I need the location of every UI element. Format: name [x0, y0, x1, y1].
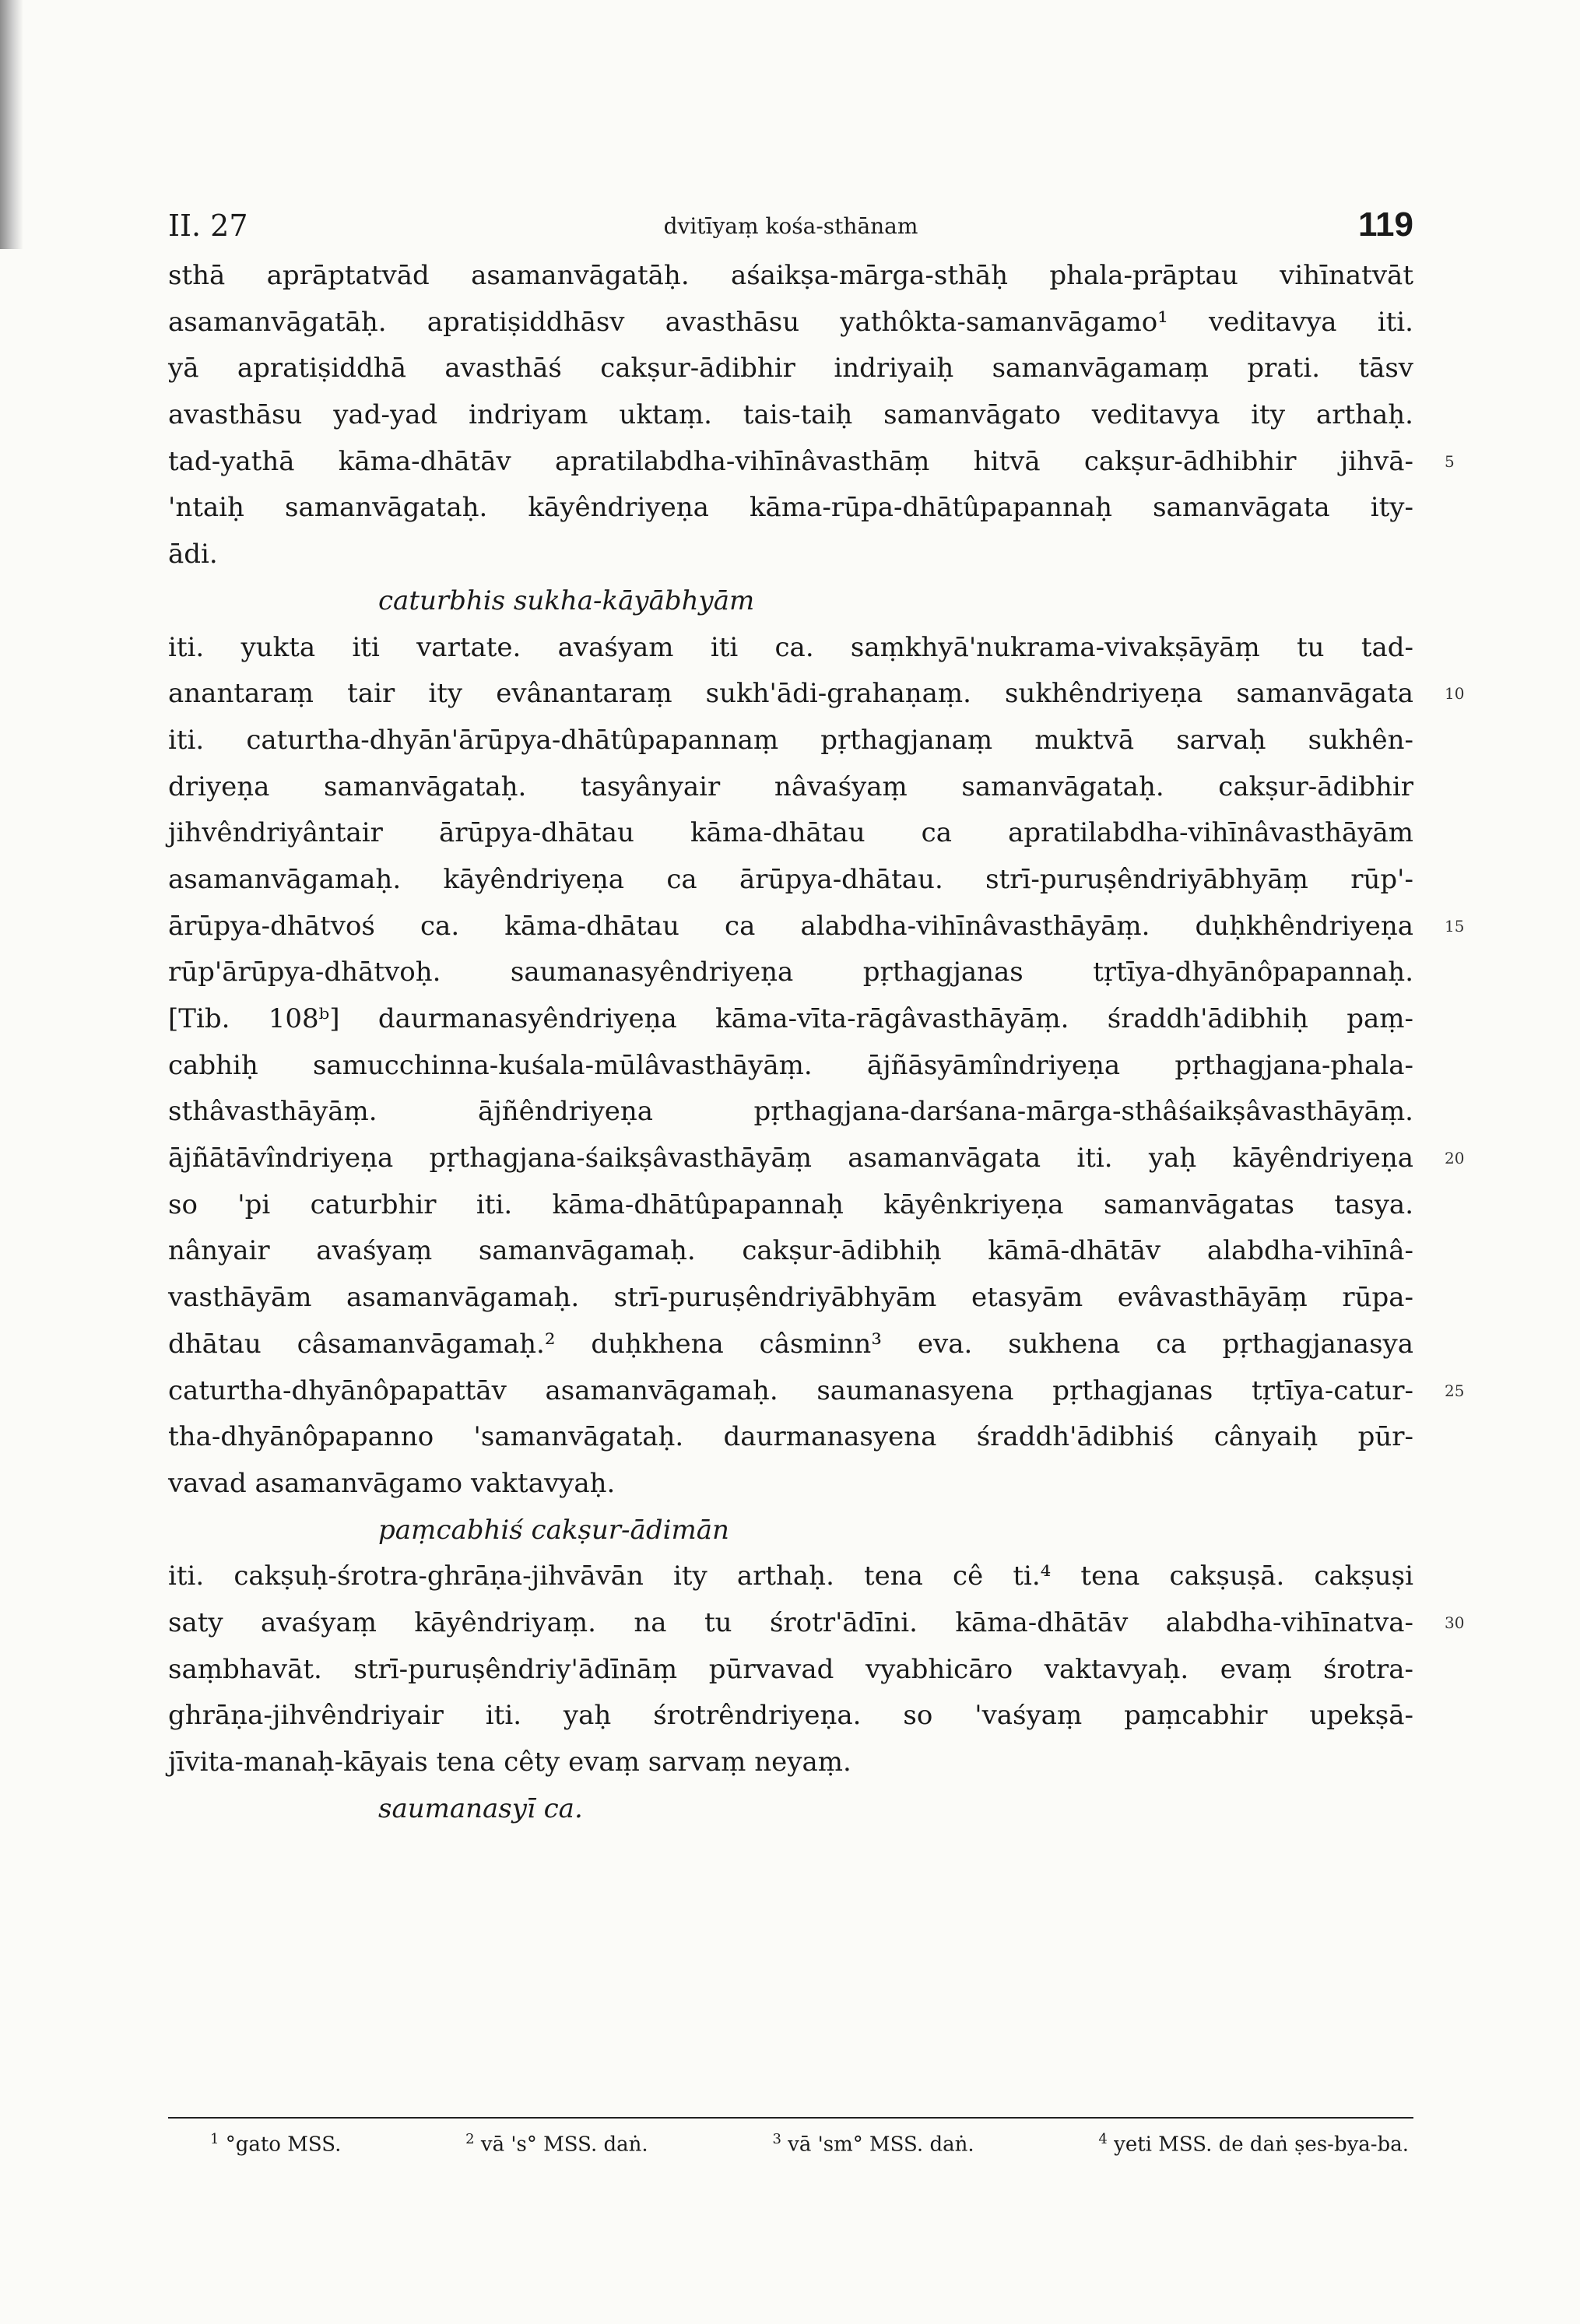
line-text: paṃcabhiś cakṣur-ādimān: [378, 1514, 729, 1546]
line-text: ādi.: [168, 539, 218, 570]
footnote-rule: [168, 2117, 1413, 2119]
line-number: 5: [1445, 451, 1455, 471]
text-line: [168, 253, 1413, 300]
text-line: [168, 810, 1413, 857]
verse-line: [168, 1786, 1413, 1833]
text-line: [168, 718, 1413, 764]
line-text: yā apratiṣiddhā avasthāś cakṣur-ādibhir indriyaiḥ samanvāgamaṃ prati. tāsv: [168, 353, 1413, 384]
line-text: jihvêndriyântair ārūpya-dhātau kāma-dhātau ca apratilabdha-vihīnâvasthāyām: [168, 817, 1413, 849]
text-line: [168, 1182, 1413, 1229]
line-text: anantaraṃ tair ity evânantaraṃ sukh'ādi-grahaṇaṃ. sukhêndriyeṇa samanvāgata: [168, 678, 1413, 710]
text-line: [168, 532, 1413, 578]
line-text: driyeṇa samanvāgataḥ. tasyânyair nâvaśyaṃ samanvāgataḥ. cakṣur-ādibhir: [168, 771, 1413, 802]
text-line: [168, 904, 1465, 950]
line-text: asamanvāgamaḥ. kāyêndriyeṇa ca ārūpya-dhātau. strī-puruṣêndriyābhyāṃ rūp'-: [168, 863, 1413, 895]
text-line: [168, 1461, 1413, 1508]
footnote-mark: 4: [1098, 2131, 1108, 2147]
line-text: jīvita-manaḥ-kāyais tena cêty evaṃ sarvaṃ neyaṃ.: [168, 1747, 851, 1778]
footnote-mark: 1: [210, 2131, 219, 2147]
footnote: [1098, 2131, 1409, 2157]
text-line: [168, 1275, 1413, 1322]
text-line: [168, 1693, 1413, 1739]
verse-line: [168, 578, 1413, 625]
text-line: [168, 300, 1413, 346]
line-text: so 'pi caturbhir iti. kāma-dhātûpapannaḥ kāyênkriyeṇa samanvāgatas tasya.: [168, 1188, 1413, 1220]
line-text: dhātau câsamanvāgamaḥ.² duḥkhena câsminn³ eva. sukhena ca pṛthagjanasya: [168, 1328, 1413, 1360]
text-line: [168, 1739, 1413, 1786]
line-text: ārūpya-dhātvoś ca. kāma-dhātau ca alabdha-vihīnâvasthāyāṃ. duḥkhêndriyeṇa: [168, 910, 1413, 942]
main-text: [168, 253, 1465, 1832]
text-line: [168, 1228, 1413, 1275]
footnote-text: vā 'sm° MSS. daṅ.: [781, 2133, 974, 2157]
text-line: [168, 1368, 1465, 1415]
line-number: 15: [1445, 916, 1465, 936]
text-line: [168, 1043, 1413, 1090]
text-line: [168, 625, 1413, 672]
text-line: [168, 1600, 1465, 1647]
text-line: [168, 346, 1413, 392]
footnote: [772, 2131, 974, 2157]
line-text: vavad asamanvāgamo vaktavyaḥ.: [168, 1467, 616, 1499]
text-line: [168, 671, 1465, 718]
line-text: saṃbhavāt. strī-puruṣêndriy'ādīnāṃ pūrvavad vyabhicāro vaktavyaḥ. evaṃ śrotra-: [168, 1653, 1413, 1685]
text-line: [168, 1414, 1413, 1461]
text-line: [168, 996, 1413, 1043]
footnote-text: vā 's° MSS. daṅ.: [474, 2133, 648, 2157]
text-line: [168, 485, 1413, 532]
footnote-text: °gato MSS.: [219, 2133, 342, 2157]
text-line: [168, 1322, 1413, 1368]
text-line: [168, 857, 1413, 904]
line-number: 20: [1445, 1149, 1465, 1168]
footnote: [210, 2131, 341, 2157]
text-line: [168, 950, 1413, 996]
line-text: caturbhis sukha-kāyābhyām: [378, 585, 755, 616]
line-text: iti. yukta iti vartate. avaśyam iti ca. saṃkhyā'nukrama-vivakṣāyāṃ tu tad-: [168, 631, 1413, 663]
running-title: dvitīyaṃ kośa-sthānam: [663, 213, 918, 239]
page-number: 119: [1358, 205, 1413, 244]
footnote-mark: 3: [772, 2131, 781, 2147]
line-text: iti. caturtha-dhyān'ārūpya-dhātûpapannaṃ pṛthagjanaṃ muktvā sarvaḥ sukhên-: [168, 724, 1413, 756]
line-text: caturtha-dhyānôpapattāv asamanvāgamaḥ. saumanasyena pṛthagjanas tṛtīya-catur-: [168, 1374, 1413, 1406]
line-text: tha-dhyānôpapanno 'samanvāgataḥ. daurmanasyena śraddh'ādibhiś cânyaiḥ pūr-: [168, 1421, 1413, 1453]
section-reference: II. 27: [168, 209, 248, 243]
footnote: [465, 2131, 648, 2157]
line-text: ājñātāvîndriyeṇa pṛthagjana-śaikṣâvasthāyāṃ asamanvāgata iti. yaḥ kāyêndriyeṇa: [168, 1143, 1413, 1174]
line-text: sthā aprāptatvād asamanvāgatāḥ. aśaikṣa-mārga-sthāḥ phala-prāptau vihīnatvāt: [168, 260, 1413, 291]
footnote-mark: 2: [465, 2131, 475, 2147]
text-line: [168, 392, 1413, 439]
text-line: [168, 439, 1455, 486]
text-line: [168, 1089, 1413, 1136]
line-text: nânyair avaśyaṃ samanvāgamaḥ. cakṣur-ādibhiḥ kāmā-dhātāv alabdha-vihīnâ-: [168, 1235, 1413, 1267]
line-text: avasthāsu yad-yad indriyam uktaṃ. tais-taiḥ samanvāgato veditavya ity arthaḥ.: [168, 399, 1413, 431]
line-text: saty avaśyaṃ kāyêndriyaṃ. na tu śrotr'ādīni. kāma-dhātāv alabdha-vihīnatva-: [168, 1606, 1413, 1638]
text-line: [168, 764, 1413, 811]
line-number: 30: [1445, 1613, 1465, 1632]
text-line: [168, 1553, 1413, 1600]
line-text: cabhiḥ samucchinna-kuśala-mūlâvasthāyāṃ. ājñāsyāmîndriyeṇa pṛthagjana-phala-: [168, 1049, 1413, 1081]
line-text: rūp'ārūpya-dhātvoḥ. saumanasyêndriyeṇa pṛthagjanas tṛtīya-dhyānôpapannaḥ.: [168, 957, 1413, 988]
line-text: tad-yathā kāma-dhātāv apratilabdha-vihīnâvasthāṃ hitvā cakṣur-ādhibhir jihvā-: [168, 445, 1413, 477]
line-number: 10: [1445, 684, 1465, 704]
footnote-text: yeti MSS. de daṅ ṣes-bya-ba.: [1107, 2133, 1409, 2157]
line-text: ghrāṇa-jihvêndriyair iti. yaḥ śrotrêndriyeṇa. so 'vaśyaṃ paṃcabhir upekṣā-: [168, 1700, 1413, 1732]
line-text: asamanvāgatāḥ. apratiṣiddhāsv avasthāsu yathôkta-samanvāgamo¹ veditavya iti.: [168, 306, 1413, 338]
line-text: vasthāyām asamanvāgamaḥ. strī-puruṣêndriyābhyām etasyām evâvasthāyāṃ rūpa-: [168, 1282, 1413, 1314]
verse-line: [168, 1508, 1413, 1554]
footnotes: [210, 2131, 1409, 2157]
line-text: sthâvasthāyāṃ. ājñêndriyeṇa pṛthagjana-darśana-mārga-sthâśaikṣâvasthāyāṃ.: [168, 1096, 1413, 1128]
line-text: iti. cakṣuḥ-śrotra-ghrāṇa-jihvāvān ity arthaḥ. tena cê ti.⁴ tena cakṣuṣā. cakṣuṣi: [168, 1560, 1413, 1592]
line-text: 'ntaiḥ samanvāgataḥ. kāyêndriyeṇa kāma-rūpa-dhātûpapannaḥ samanvāgata ity-: [168, 492, 1413, 524]
running-header: [168, 205, 1413, 255]
scan-edge-shadow: [0, 0, 23, 249]
text-line: [168, 1647, 1413, 1694]
line-text: [Tib. 108ᵇ] daurmanasyêndriyeṇa kāma-vīta-rāgâvasthāyāṃ. śraddh'ādibhiḥ paṃ-: [168, 1003, 1413, 1034]
text-line: [168, 1136, 1465, 1182]
line-number: 25: [1445, 1381, 1465, 1400]
line-text: saumanasyī ca.: [378, 1792, 583, 1824]
